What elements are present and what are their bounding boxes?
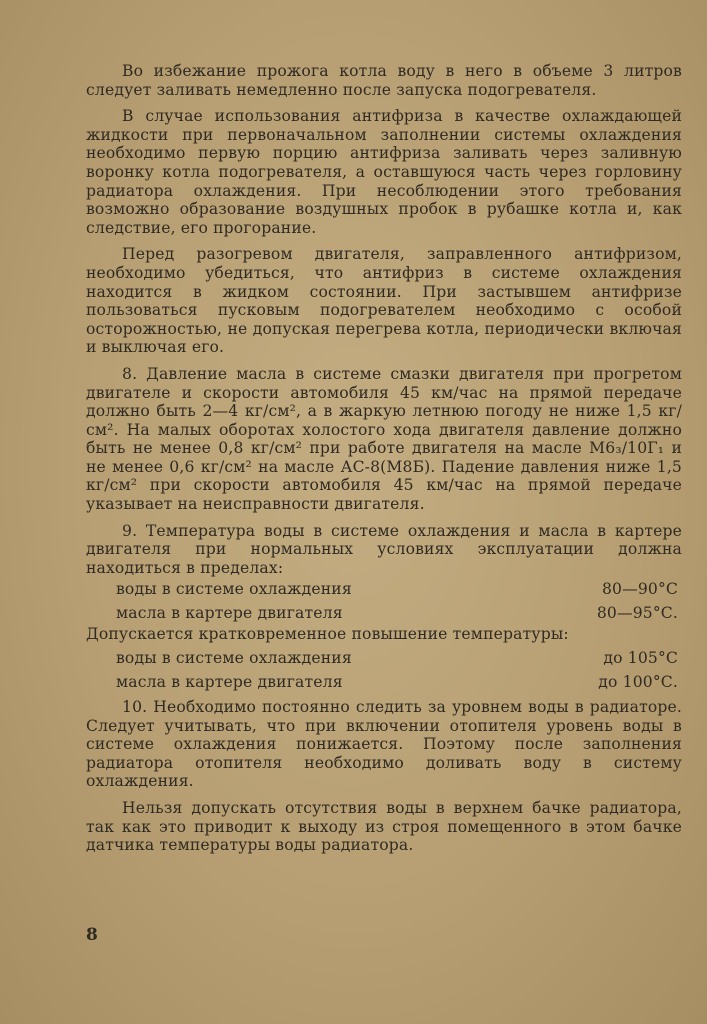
temp-label: воды в системе охлаждения	[116, 649, 352, 668]
temp-value: до 100°С.	[598, 673, 678, 692]
paragraph-water-level: 10. Необходимо постоянно следить за уровнем воды в радиаторе. Следует учитывать, что при включении отопителя уровень воды в системе охлаждения понижается. Поэтому после заполнения радиатора отопителя необходимо доливать воду в систему охлаждения.	[86, 698, 682, 791]
temp-row-oil	[86, 601, 682, 625]
body-text	[86, 62, 682, 863]
temp-value: до 105°С	[603, 649, 678, 668]
paragraph-temperature: 9. Температура воды в системе охлаждения и масла в картере двигателя при нормальных условиях эксплуатации должна находиться в пределах:	[86, 521, 682, 577]
paragraph-antifreeze-check: Перед разогревом двигателя, заправленного антифризом, необходимо убедиться, что антифриз в системе охлаждения находится в жидком состоянии. При застывшем антифризе пользоваться пусковым подогревателем необходимо с особой осторожностью, не допуская перегрева котла, периодически включая и выключая его.	[86, 245, 682, 357]
temp-label: масла в картере двигателя	[116, 604, 343, 623]
paragraph-boiler-water: Во избежание прожога котла воду в него в объеме 3 литров следует заливать немедленно после запуска подогревателя.	[86, 62, 682, 99]
paragraph-upper-tank: Нельзя допускать отсутствия воды в верхнем бачке радиатора, так как это приводит к выходу из строя помещенного в этом бачке датчика температуры воды радиатора.	[86, 799, 682, 855]
paragraph-antifreeze-filling: В случае использования антифриза в качестве охлаждающей жидкости при первоначальном заполнении системы охлаждения необходимо первую порцию антифриза заливать через заливную воронку котла подогревателя, а оставшуюся часть через горловину радиатора охлаждения. При несоблюдении этого требования возможно образование воздушных пробок в рубашке котла и, как следствие, его прогорание.	[86, 107, 682, 237]
paragraph-oil-pressure: 8. Давление масла в системе смазки двигателя при прогретом двигателе и скорости автомобиля 45 км/час на прямой передаче должно быть 2—4 кг/см², а в жаркую летнюю погоду не ниже 1,5 кг/см². На малых оборотах холостого хода двигателя давление должно быть не менее 0,8 кг/см² при работе двигателя на масле М6₃/10Г₁ и не менее 0,6 кг/см² на масле АС-8(М8Б). Падение давления ниже 1,5 кг/см² при скорости автомобиля 45 км/час на прямой передаче указывает на неисправности двигателя.	[86, 364, 682, 514]
allowed-row-water	[86, 646, 682, 670]
allowed-row-oil	[86, 670, 682, 694]
temp-label: масла в картере двигателя	[116, 673, 343, 692]
page-number: 8	[86, 925, 98, 945]
temp-row-water	[86, 577, 682, 601]
temp-value: 80—95°С.	[596, 604, 678, 623]
allowed-increase-line: Допускается кратковременное повышение температуры:	[86, 625, 569, 644]
temp-value: 80—90°С	[601, 580, 678, 599]
temp-label: воды в системе охлаждения	[116, 580, 352, 599]
